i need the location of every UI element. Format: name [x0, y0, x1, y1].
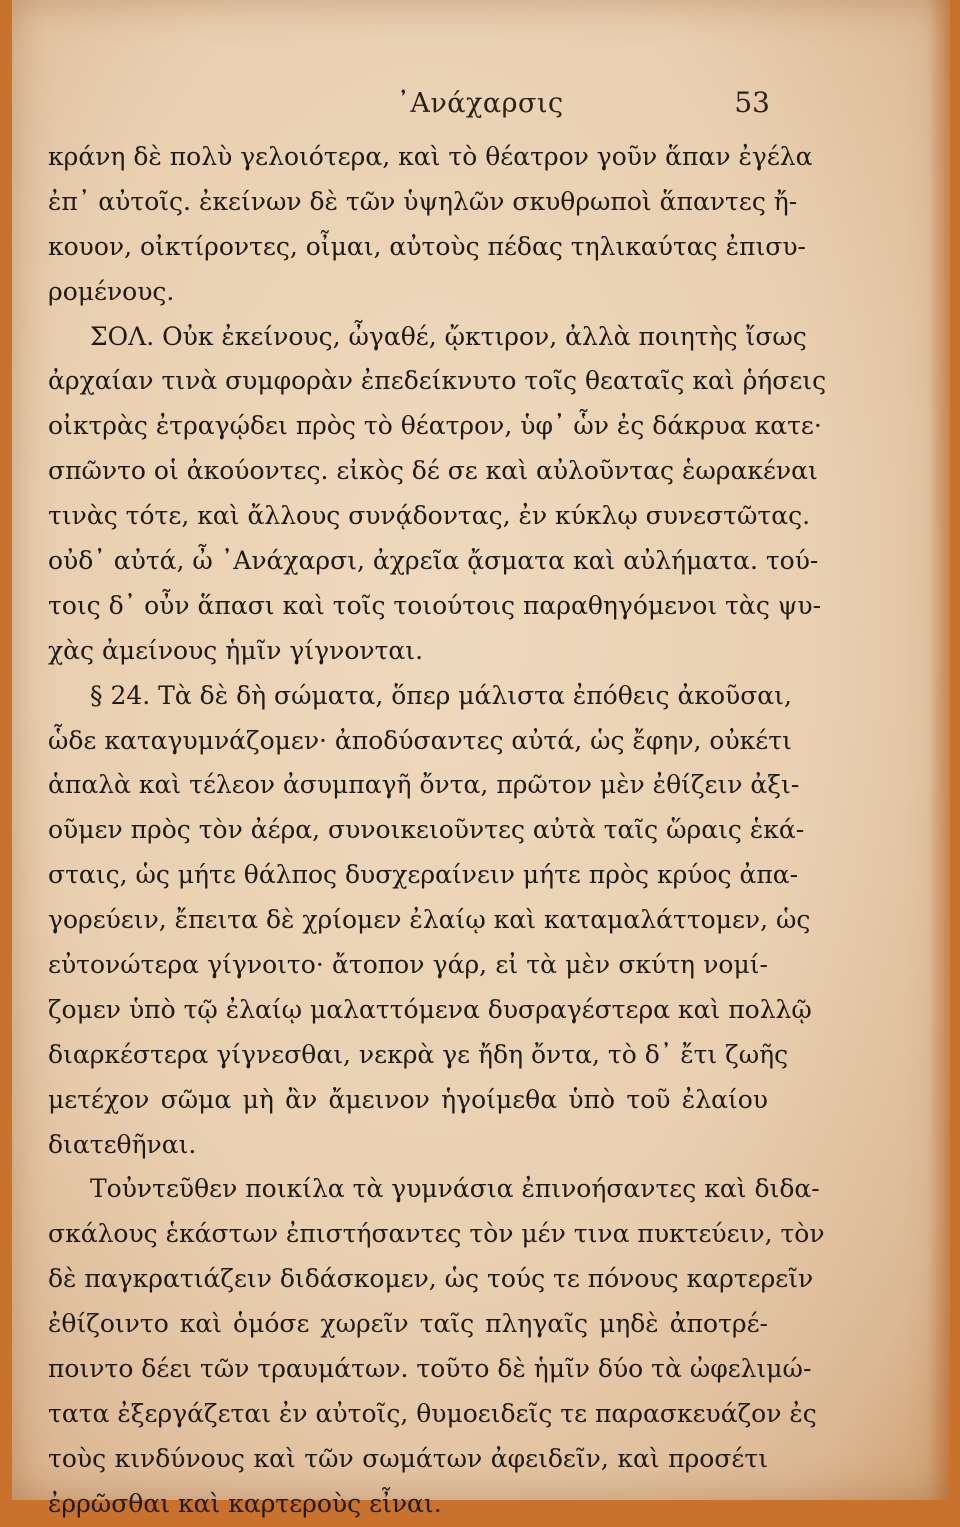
- text-line: διατεθῆναι.: [48, 1129, 197, 1159]
- text-line: κουον, οἰκτίροντες, οἶμαι, αὐτοὺς πέδας τηλικαύτας ἐπισυ-: [48, 231, 806, 261]
- text-line: ὧδε καταγυμνάζομεν· ἀποδύσαντες αὐτά, ὡς ἔφην, οὐκέτι: [48, 725, 792, 755]
- text-line: ποιντο δέει τῶν τραυμάτων. τοῦτο δὲ ἡμῖν δύο τὰ ὠφελιμώ-: [48, 1354, 812, 1384]
- text-line: τοις δ᾿ οὖν ἅπασι καὶ τοῖς τοιούτοις παραθηγόμενοι τὰς ψυ-: [48, 590, 822, 620]
- text-line: ἐρρῶσθαι καὶ καρτεροὺς εἶναι.: [48, 1488, 442, 1518]
- text-line: σπῶντο οἱ ἀκούοντες. εἰκὸς δέ σε καὶ αὐλοῦντας ἑωρακέναι: [48, 456, 818, 486]
- page-edge-shading: [928, 0, 950, 1500]
- text-line: σταις, ὡς μήτε θάλπος δυσχεραίνειν μήτε πρὸς κρύος ἀπα-: [48, 860, 799, 890]
- text-line: οὐδ᾿ αὐτά, ὦ ᾿Ανάχαρσι, ἀχρεῖα ᾄσματα καὶ αὐλήματα. τού-: [48, 546, 819, 576]
- text-line: Τοὐντεῦθεν ποικίλα τὰ γυμνάσια ἐπινοήσαντες καὶ διδα-: [90, 1174, 820, 1204]
- text-line: γορεύειν, ἔπειτα δὲ χρίομεν ἐλαίῳ καὶ καταμαλάττομεν, ὡς: [48, 905, 811, 935]
- section-heading-line: § 24. Τὰ δὲ δὴ σώματα, ὅπερ μάλιστα ἐπόθεις ἀκοῦσαι,: [90, 680, 792, 710]
- text-line: οῦμεν πρὸς τὸν ἀέρα, συνοικειοῦντες αὐτὰ ταῖς ὥραις ἑκά-: [48, 815, 805, 845]
- text-line: σκάλους ἑκάστων ἐπιστήσαντες τὸν μέν τινα πυκτεύειν, τὸν: [48, 1219, 825, 1249]
- running-head: ᾿Ανάχαρσις: [396, 88, 564, 119]
- text-line: ἐθίζοιντο καὶ ὁμόσε χωρεῖν ταῖς πληγαῖς μηδὲ ἀποτρέ-: [48, 1309, 768, 1339]
- text-line: ἁπαλὰ καὶ τέλεον ἀσυμπαγῆ ὄντα, πρῶτον μὲν ἐθίζειν ἀξι-: [48, 770, 800, 800]
- body-text: [48, 135, 827, 1527]
- text-line: ΣΟΛ. Οὐκ ἐκείνους, ὦγαθέ, ᾤκτιρον, ἀλλὰ ποιητὴς ἴσως: [90, 321, 807, 351]
- text-line: τινὰς τότε, καὶ ἄλλους συνᾴδοντας, ἐν κύκλῳ συνεστῶτας.: [48, 501, 811, 531]
- text-line: τατα ἐξεργάζεται ἐν αὐτοῖς, θυμοειδεῖς τε παρασκευάζον ἐς: [48, 1398, 817, 1428]
- text-line: χὰς ἀμείνους ἡμῖν γίγνονται.: [48, 635, 424, 665]
- text-line: μετέχον σῶμα μὴ ἂν ἄμεινον ἡγοίμεθα ὑπὸ τοῦ ἐλαίου: [48, 1084, 768, 1114]
- text-line: κράνη δὲ πολὺ γελοιότερα, καὶ τὸ θέατρον γοῦν ἅπαν ἐγέλα: [48, 142, 813, 171]
- text-line: οἰκτρὰς ἐτραγῴδει πρὸς τὸ θέατρον, ὑφ᾿ ὧν ἐς δάκρυα κατε·: [48, 411, 822, 441]
- text-line: διαρκέστερα γίγνεσθαι, νεκρὰ γε ἤδη ὄντα, τὸ δ᾿ ἔτι ζωῆς: [48, 1039, 789, 1069]
- text-line: εὐτονώτερα γίγνοιτο· ἄτοπον γάρ, εἰ τὰ μὲν σκύτη νομί-: [48, 950, 768, 980]
- text-line: τοὺς κινδύνους καὶ τῶν σωμάτων ἀφειδεῖν, καὶ προσέτι: [48, 1443, 768, 1473]
- page-number: 53: [734, 86, 770, 119]
- text-line: ἀρχαίαν τινὰ συμφορὰν ἐπεδείκνυτο τοῖς θεαταῖς καὶ ῥήσεις: [48, 366, 827, 396]
- text-line: ρομένους.: [48, 276, 175, 306]
- text-line: δὲ παγκρατιάζειν διδάσκομεν, ὡς τούς τε πόνους καρτερεῖν: [48, 1264, 814, 1294]
- text-line: ζομεν ὑπὸ τῷ ἐλαίῳ μαλαττόμενα δυσραγέστερα καὶ πολλῷ: [48, 994, 812, 1024]
- text-line: ἐπ᾿ αὐτοῖς. ἐκείνων δὲ τῶν ὑψηλῶν σκυθρωποὶ ἅπαντες ἤ-: [48, 186, 798, 216]
